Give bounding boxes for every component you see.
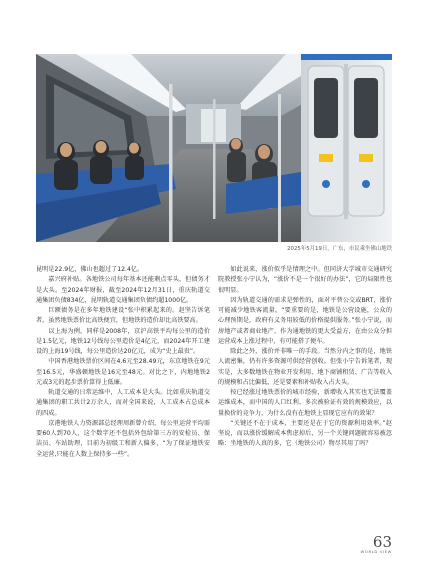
paragraph: 因为轨道交通的需求是弹性的，面对平替公交或BRT，涨价可能减少地铁客流量。“要重要的是，地铁是公营设施，公众的心理预期是，政府有义务用较低的价格提供服务。”张小宁说，而房地产或者商业地产，作为通地铁的更大受益方，在由公众分担运营成本上涨过程中，有可能搭了便车。 [218, 296, 392, 345]
paragraph: “关键还不在于成本，主要还是在于它的资源利用效率。”赵坚说，而以涨价缓解成本焦虑掉后，另一个关键问题就容易被忽略：坐地铁的人真的多，它（地铁公司）物尽其用了吗？ [218, 419, 392, 448]
page-number: 63 [372, 533, 392, 551]
paragraph: 除此之外，涨价并非唯一的手段。当然分内之事的是，地铁人流密集，仍有许多资源可供经营创收。但张小宁告诉笔者，现实是，大多数地铁在物业开发利用、地下商铺租赁、广告等收入的规模和占比偏低，还是要素和补贴收入占大头。 [218, 348, 392, 386]
right-column [218, 265, 392, 450]
paragraph: 嘉兴府补贴。各地铁公司每年基本还能剩点零头，但债务才是大头。至2024年财报，截至2024年12月31日，重庆轨道交通集团负债834亿，昆明轨道交通集团负债约超1000亿。 [36, 276, 210, 304]
subway-photo [36, 54, 392, 242]
photo-caption: 2025年5月19日，广东，市民乘坐佛山地铁 [287, 246, 392, 252]
subway-car-interior-image [36, 54, 392, 242]
paragraph: 以上海为例，同样是2008年，京沪高铁平均每公里的造价是1.5亿元，地铁12号线每公里造价是4亿元，而2024年开工建设的上海19号线，每公里造价达20亿元，成为“史上最贵”。 [36, 327, 210, 355]
paragraph: 京港地铁人力资源部总经理周新曾介绍，每公里运营平均需要60人到70人，这个数字还不包括外包给第三方的安检员、保洁员、车站助理，目前为初级工和新人偏多，“为了保证地铁安全运营,只能在人数上保持多一些”。 [36, 419, 210, 458]
paragraph: 巨额债务是在多年地铁建设“张中积累起来的。赵坚告诉笔者，虽然地铁票价比高铁便宜，但地铁的造价却比高铁要高。 [36, 307, 210, 325]
paragraph: 中国香港地铁票价区间在4.6元至28.49元，东京地铁在9元至16.5元，华盛顿地铁是16元至48元。对比之下，内地地铁2元或3元的起步票价算得上低廉。 [36, 358, 210, 386]
paragraph: 如此说来，涨价似乎是情理之中。但同济大学城市交通研究院教授张小宁认为，“涨价不是一个很好的办法”，它的局限性也很明显。 [218, 266, 392, 294]
paragraph: 昆明是22.9亿，佛山也超过了12.4亿。 [36, 266, 144, 273]
paragraph: 轨道交通的日常运维中，人工成本是大头。比如重庆轨道交通集团的职工共计2万余人，而对全国来说，人工成本占总成本的四成。 [36, 389, 210, 417]
magazine-name: WORLD VIEW [360, 549, 392, 554]
paragraph: 按已经涨过地铁票价的城市经验，新增收入其实也无法覆盖运维成本，而中国的人口红利、多次被验证有效的规模效应，以量换价的竞争力，为什么没有在地铁上显现它应有的效果？ [218, 389, 392, 417]
left-column [36, 265, 210, 460]
